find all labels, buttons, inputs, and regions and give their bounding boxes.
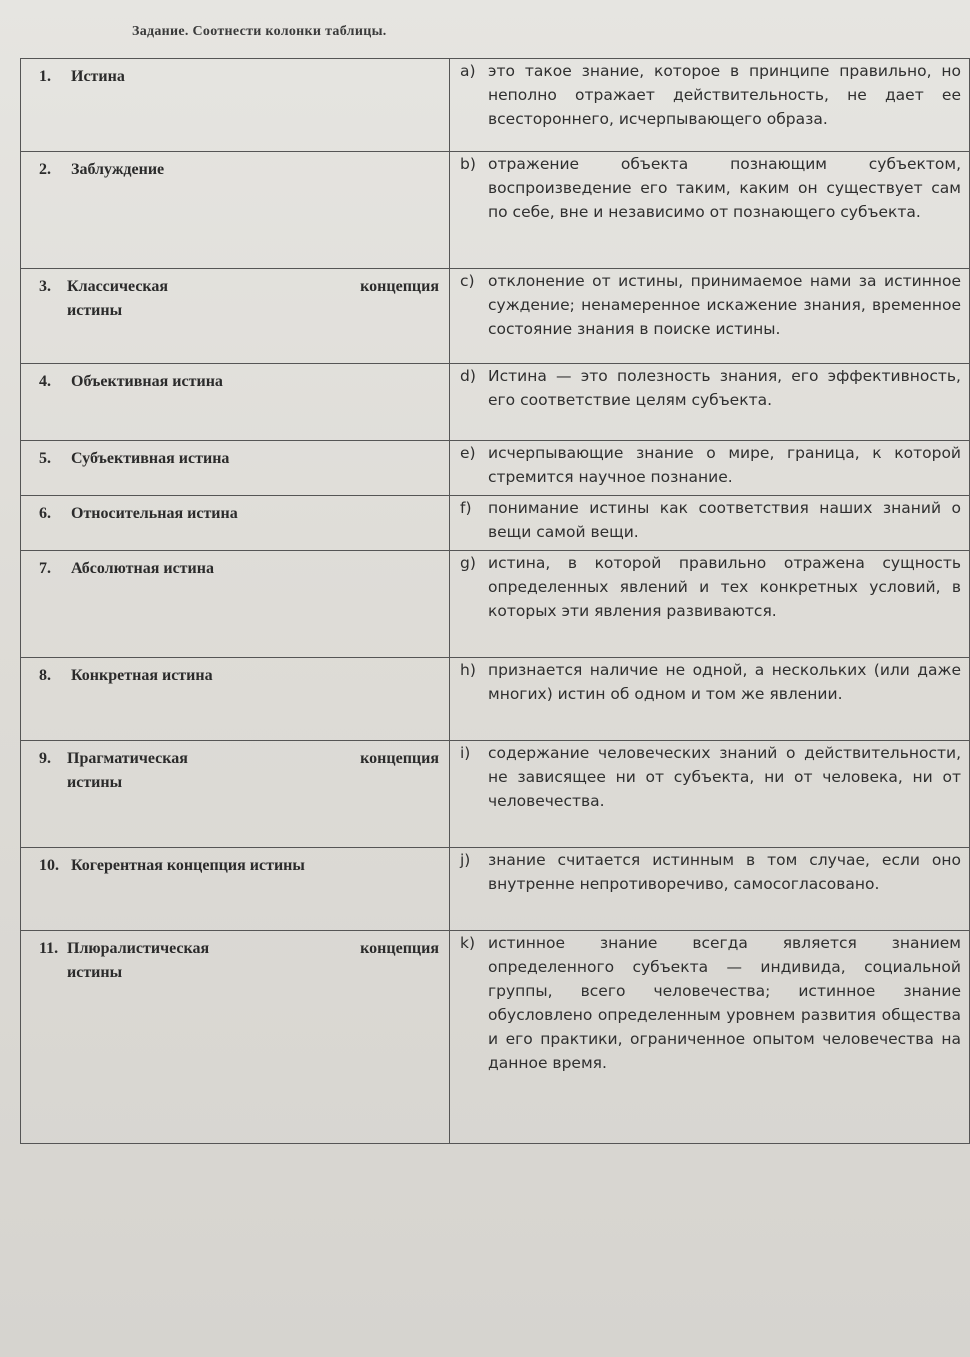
definition-text: признается наличие не одной, а нескольких (или даже многих) истин об одном и том же явлении. bbox=[488, 661, 961, 703]
definition-text: Истина — это полезность знания, его эффективность, его соответствие целям субъекта. bbox=[488, 367, 961, 409]
term-number: 9. bbox=[39, 750, 51, 767]
term-number: 2. bbox=[39, 161, 51, 178]
definition-text: отражение объекта познающим субъектом, воспроизведение его таким, каким он существует сам по себе, вне и независимо от познающего субъекта. bbox=[488, 155, 961, 221]
term-label: Абсолютная истина bbox=[71, 560, 214, 577]
term-word: истины bbox=[67, 302, 123, 319]
definition-cell bbox=[450, 269, 970, 364]
definition-letter: i) bbox=[460, 744, 471, 762]
definition-cell bbox=[450, 364, 970, 441]
definition-letter: k) bbox=[460, 934, 476, 952]
table-row bbox=[21, 441, 970, 496]
definition-cell bbox=[450, 551, 970, 658]
term-label: Конкретная истина bbox=[71, 667, 213, 684]
definition-cell bbox=[450, 496, 970, 551]
term-label: Субъективная истина bbox=[71, 450, 230, 467]
term-word: концепция bbox=[360, 940, 439, 957]
definition-text: понимание истины как соответствия наших знаний о вещи самой вещи. bbox=[488, 499, 961, 541]
term-label: Когерентная концепция истины bbox=[71, 857, 305, 874]
definition-letter: c) bbox=[460, 272, 475, 290]
definition-text: это такое знание, которое в принципе правильно, но неполно отражает действительность, не дает ее всестороннего, исчерпывающего образа. bbox=[488, 62, 961, 128]
term-cell bbox=[21, 848, 450, 931]
definition-cell bbox=[450, 658, 970, 741]
term-number: 1. bbox=[39, 68, 51, 85]
term-word: концепция bbox=[360, 278, 439, 295]
term-word: истины bbox=[67, 964, 123, 981]
task-title: Задание. Соотнести колонки таблицы. bbox=[132, 24, 387, 39]
term-number: 8. bbox=[39, 667, 51, 684]
term-cell bbox=[21, 931, 450, 1144]
table-row bbox=[21, 658, 970, 741]
definition-letter: f) bbox=[460, 499, 472, 517]
definition-cell bbox=[450, 152, 970, 269]
term-word: Плюралистическая bbox=[67, 940, 210, 957]
term-cell bbox=[21, 658, 450, 741]
term-number: 7. bbox=[39, 560, 51, 577]
term-number: 6. bbox=[39, 505, 51, 522]
term-label-first bbox=[39, 275, 168, 299]
term-label: Истина bbox=[71, 68, 125, 85]
definition-letter: d) bbox=[460, 367, 476, 385]
term-word: концепция bbox=[360, 750, 439, 767]
definition-cell bbox=[450, 59, 970, 152]
definition-letter: b) bbox=[460, 155, 476, 173]
table-row bbox=[21, 931, 970, 1144]
definition-text: истина, в которой правильно отражена сущность определенных явлений и тех конкретных условий, в которых эти явления развиваются. bbox=[488, 554, 961, 620]
term-number: 5. bbox=[39, 450, 51, 467]
definition-cell bbox=[450, 441, 970, 496]
definition-letter: h) bbox=[460, 661, 476, 679]
term-line bbox=[39, 275, 439, 299]
term-cell bbox=[21, 269, 450, 364]
definition-cell bbox=[450, 741, 970, 848]
term-line bbox=[39, 747, 439, 771]
term-label: Относительная истина bbox=[71, 505, 238, 522]
definition-letter: e) bbox=[460, 444, 476, 462]
term-cell bbox=[21, 59, 450, 152]
term-cell bbox=[21, 364, 450, 441]
term-cell bbox=[21, 441, 450, 496]
term-number: 10. bbox=[39, 857, 59, 874]
term-label: Объективная истина bbox=[71, 373, 223, 390]
term-cell bbox=[21, 496, 450, 551]
term-line bbox=[39, 937, 439, 961]
term-cell bbox=[21, 741, 450, 848]
term-cell bbox=[21, 152, 450, 269]
definition-text: исчерпывающие знание о мире, граница, к которой стремится научное познание. bbox=[488, 444, 961, 486]
definition-letter: a) bbox=[460, 62, 476, 80]
term-word: Классическая bbox=[67, 278, 169, 295]
term-label-first bbox=[39, 747, 188, 771]
table-row bbox=[21, 551, 970, 658]
definition-text: истинное знание всегда является знанием определенного субъекта — индивида, социальной группы, всего человечества; истинное знание обусловлено определенным уровнем развития общества и его практики, ограниченное опытом человечества на данное время. bbox=[488, 934, 961, 1072]
table-row bbox=[21, 269, 970, 364]
definition-letter: g) bbox=[460, 554, 476, 572]
term-number: 4. bbox=[39, 373, 51, 390]
table-row bbox=[21, 59, 970, 152]
term-number: 11. bbox=[39, 940, 59, 957]
definition-cell bbox=[450, 931, 970, 1144]
table-row bbox=[21, 364, 970, 441]
term-label: Заблуждение bbox=[71, 161, 165, 178]
term-number: 3. bbox=[39, 278, 51, 295]
table-row bbox=[21, 848, 970, 931]
term-cell bbox=[21, 551, 450, 658]
table-row bbox=[21, 496, 970, 551]
table-row bbox=[21, 152, 970, 269]
definition-text: знание считается истинным в том случае, если оно внутренне непротиворечиво, самосогласовано. bbox=[488, 851, 961, 893]
definition-text: отклонение от истины, принимаемое нами за истинное суждение; ненамеренное искажение знания, временное состояние знания в поиске истины. bbox=[488, 272, 961, 338]
term-word: истины bbox=[67, 774, 123, 791]
term-word: Прагматическая bbox=[67, 750, 188, 767]
term-label-first bbox=[39, 937, 209, 961]
definition-letter: j) bbox=[460, 851, 471, 869]
definition-cell bbox=[450, 848, 970, 931]
definition-text: содержание человеческих знаний о действительности, не зависящее ни от субъекта, ни от человека, ни от человечества. bbox=[488, 744, 961, 810]
matching-table bbox=[20, 58, 970, 1144]
table-row bbox=[21, 741, 970, 848]
